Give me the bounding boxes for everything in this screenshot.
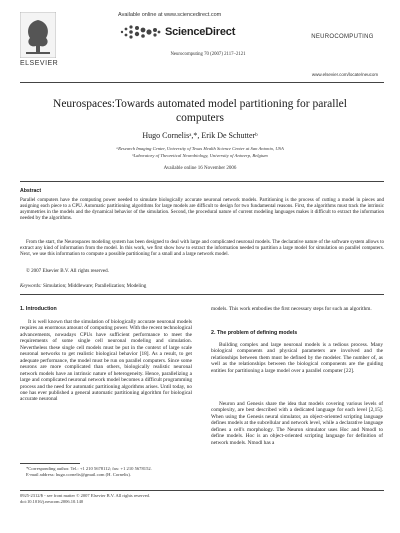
journal-reference: Neurocomputing 70 (2007) 2117–2121 [170,52,246,57]
abstract-paragraph-1: Parallel computers have the computing power needed to simulate biologically accurate neuronal network models. Partitioning is the process of cutting a model in pieces and assigning each piece to a CPU. Automatic partitioning algorithms for large models are difficult to design for two fundamental reasons. First, the algorithms must track the intrinsic asymmetries in the models and the dynamical behavior of the simulation. Second, the procedural nature of current modeling languages makes it difficult to extract the information needed by the algorithms. [20,197,384,222]
corresponding-author-footnote: *Corresponding author. Tel.: +1 210 5678112; fax: +1 210 5678152. [26,466,152,471]
journal-url[interactable]: www.elsevier.com/locate/neucom [311,72,379,77]
sciencedirect-wordmark: ScienceDirect [165,26,236,38]
issn-line: 0925-2312/$ - see front matter © 2007 Elsevier B.V. All rights reserved. [20,493,151,498]
intro-continued-paragraph: models. This work embodies the first necessary steps for such an algorithm. [211,306,372,312]
bottom-divider [20,490,384,491]
footnote-divider [20,463,80,464]
abstract-bottom-divider [20,294,384,295]
affiliation-b: ᵇLaboratory of Theoretical Neurobiology, University of Antwerp, Belgium [132,153,268,158]
online-date: Available online 16 November 2006 [163,166,237,171]
email-footnote[interactable]: E-mail address: hugo.cornelis@gmail.com (H. Cornelis). [26,472,132,477]
keywords-label: Keywords: [20,283,42,289]
journal-title: NEUROCOMPUTING [311,34,374,40]
keywords-line [20,283,384,289]
section-2-paragraph-1: Building complex and large neuronal models is a tedious process. Many biological components and physical parameters are involved and the relationships between them must be defined by the modeler. The number of, as well as the relationships between the biological components are the guiding entities for partitioning a large model over a parallel computer [22]. [211,342,383,374]
article-authors: Hugo Cornelisᵃ,*, Erik De Schutterᵇ [142,131,258,140]
doi-line[interactable]: doi:10.1016/j.neucom.2006.10.140 [20,499,84,504]
section-2-heading: 2. The problem of defining models [211,330,298,336]
publisher-name: ELSEVIER [20,60,59,67]
article-title: Neurospaces:Towards automated model partitioning for parallel computers [53,98,347,124]
section-1-heading: 1. Introduction [20,306,57,312]
journal-header [0,0,400,82]
copyright-line: © 2007 Elsevier B.V. All rights reserved. [26,268,109,274]
abstract-heading: Abstract [20,188,42,194]
abstract-top-divider [20,181,384,182]
elsevier-tree-logo [20,12,56,58]
header-divider [20,82,384,83]
keywords-list: Simulation; Middleware; Parallelization; Modeling [42,283,147,289]
section-2-paragraph-2: Neuron and Genesis share the idea that models covering various levels of complexity, are best described with a dedicated language for each level [2,15]. When using the Genesis neural simulator, an object-oriented scripting language defines models at the subcellular and network level, while a declarative language defines a cell's morphology. The Neuron simulator uses Hoc and Nmodl to define models. Hoc is an object-oriented scripting language for definition of network models. Nmodl has a [211,401,383,446]
affiliation-a: ᵃResearch Imaging Center, University of Texas Health Science Center at San Antonio, USA [116,146,284,151]
sciencedirect-dots-icon [118,24,162,40]
abstract-paragraph-2: From the start, the Neurospaces modeling system has been designed to deal with large and complicated neuronal models. The declarative nature of the software system allows to extract any kind of information from the model. In this work, we first show how to extract the information needed to partition a large model for simulation on parallel computers. Next, we use this information to compute a possible partitioning for a small and a large network model. [20,239,384,258]
intro-paragraph: It is well known that the simulation of biologically accurate neuronal models requires an enormous amount of computing power. With the recent technological advancements, nowadays CPUs have sufficient performance to meet the requirements of some single cell neuronal modeling and simulation. Nevertheless these single cell models must be put in the context of large scale neuronal networks to get realistic biological behavior [18]. As a result, to get adequate performance, the model must be run on parallel computers. Since some neurons are more complicated than others, biologically realistic neuronal network models have an intrinsic nature of heterogeneity. Hence, parallelizing a large and complicated neuronal network model becomes a difficult programming process and the need for automatic partitioning algorithms arises. Until today, no one has ever published a general automatic partitioning algorithm for biological accurate neuronal [20,319,192,403]
sciencedirect-logo [118,22,235,42]
available-online-text: Available online at www.sciencedirect.com [118,12,222,18]
